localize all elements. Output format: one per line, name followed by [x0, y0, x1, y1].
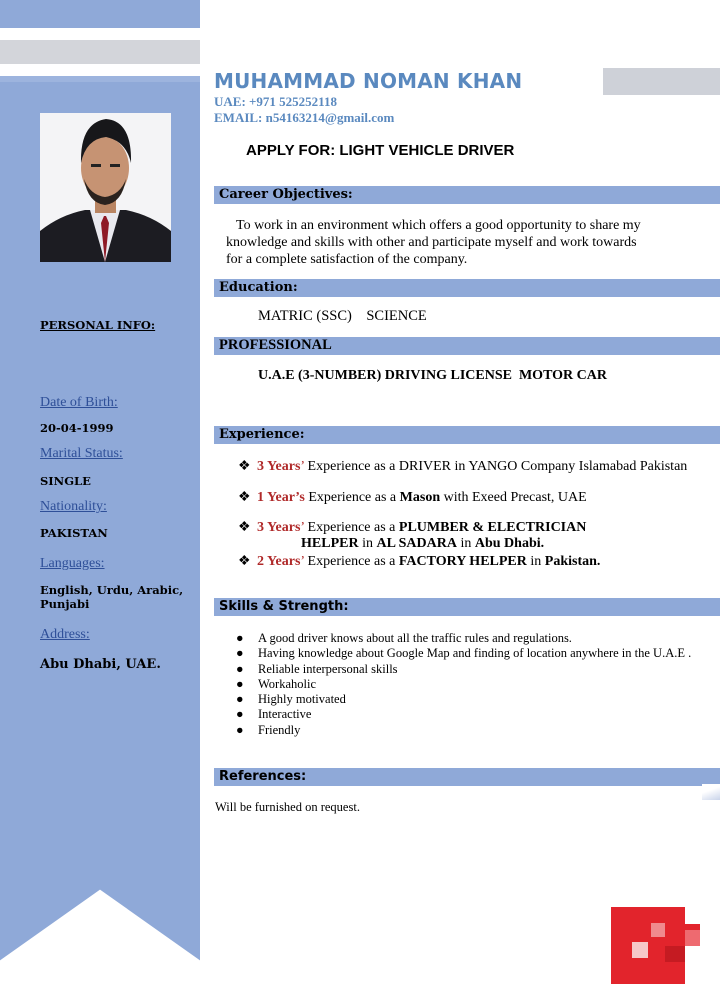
experience-header: [214, 426, 720, 444]
skill-item: ● Reliable interpersonal skills: [236, 662, 398, 676]
career-objectives-header: [214, 186, 720, 204]
red-logo-piece: [685, 930, 700, 946]
skill-item: ● Interactive: [236, 707, 312, 721]
experience-item: ❖ 3 Years’ Experience as a PLUMBER & ELECTRICIAN: [238, 520, 587, 535]
languages-label: Languages:: [40, 556, 105, 571]
references-text: Will be furnished on request.: [215, 800, 360, 814]
languages-value-line1: English, Urdu, Arabic,: [40, 583, 184, 597]
career-objectives-heading: Career Objectives:: [219, 187, 353, 202]
professional-entry: U.A.E (3-NUMBER) DRIVING LICENSE MOTOR CAR: [258, 368, 607, 383]
education-heading: Education:: [219, 280, 298, 295]
skills-heading: Skills & Strength:: [219, 599, 349, 614]
skill-item: ● A good driver knows about all the traffic rules and regulations.: [236, 631, 572, 645]
dob-value: 20-04-1999: [40, 421, 114, 435]
experience-item: ❖ 1 Year’s Experience as a Mason with Exeed Precast, UAE: [238, 490, 587, 505]
marital-status-label: Marital Status:: [40, 446, 123, 461]
career-line-3: for a complete satisfaction of the company.: [226, 252, 468, 267]
profile-photo: [40, 113, 171, 262]
skill-item: ● Highly motivated: [236, 692, 346, 706]
career-line-2: knowledge and skills with other and participate myself and work towards: [226, 235, 637, 250]
languages-value-line2: Punjabi: [40, 597, 90, 611]
personal-info-heading: PERSONAL INFO:: [40, 318, 156, 332]
candidate-name: MUHAMMAD NOMAN KHAN: [214, 69, 523, 93]
email-line: EMAIL: n54163214@gmail.com: [214, 110, 395, 125]
red-logo-piece: [632, 942, 648, 958]
education-header: [214, 279, 720, 297]
experience-bullet-icon: ❖: [238, 459, 251, 474]
red-logo-piece: [651, 923, 665, 937]
phone-line: UAE: +971 525252118: [214, 94, 337, 109]
apply-for-title: APPLY FOR: LIGHT VEHICLE DRIVER: [246, 142, 515, 159]
professional-heading: PROFESSIONAL: [219, 337, 332, 353]
dob-label: Date of Birth:: [40, 395, 118, 410]
marital-status-value: SINGLE: [40, 474, 91, 488]
references-header: [214, 768, 720, 786]
bullet-icon: ●: [236, 692, 244, 706]
career-line-1: To work in an environment which offers a good opportunity to share my: [236, 218, 641, 233]
experience-bullet-icon: ❖: [238, 520, 251, 535]
nationality-label: Nationality:: [40, 499, 107, 514]
experience-item: ❖ 2 Years’ Experience as a FACTORY HELPER in Pakistan.: [238, 554, 601, 569]
sidebar-gray-band: [0, 40, 200, 64]
bullet-icon: ●: [236, 707, 244, 721]
bullet-icon: ●: [236, 677, 244, 691]
skills-header: [214, 598, 720, 616]
red-logo-piece: [665, 946, 685, 962]
header-gray-box: [603, 68, 720, 95]
address-value: Abu Dhabi, UAE.: [40, 657, 161, 672]
references-shade: [702, 784, 720, 800]
education-entry: MATRIC (SSC) SCIENCE: [258, 308, 427, 324]
experience-item: ❖ 3 Years’ Experience as a DRIVER in YANGO Company Islamabad Pakistan: [238, 459, 688, 474]
professional-header: [214, 337, 720, 355]
references-heading: References:: [219, 769, 307, 784]
sidebar-shade: [0, 76, 200, 82]
skill-item: ● Workaholic: [236, 677, 317, 691]
nationality-value: PAKISTAN: [40, 526, 108, 540]
bullet-icon: ●: [236, 646, 244, 660]
experience-bullet-icon: ❖: [238, 490, 251, 505]
experience-item-continuation: HELPER in AL SADARA in Abu Dhabi.: [301, 536, 545, 551]
bullet-icon: ●: [236, 662, 244, 676]
experience-heading: Experience:: [219, 427, 305, 442]
bullet-icon: ●: [236, 631, 244, 645]
sidebar-top-band: [0, 0, 200, 28]
address-label: Address:: [40, 627, 90, 642]
experience-bullet-icon: ❖: [238, 554, 251, 569]
skill-item: ● Friendly: [236, 723, 301, 737]
skill-item: ● Having knowledge about Google Map and finding of location anywhere in the U.A.E .: [236, 646, 692, 660]
bullet-icon: ●: [236, 723, 244, 737]
